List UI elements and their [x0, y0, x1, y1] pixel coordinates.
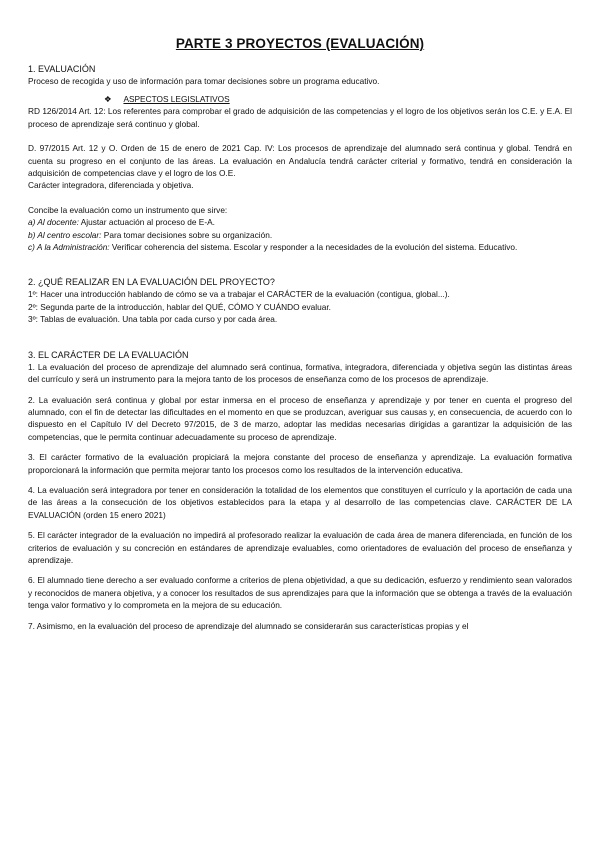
paragraph: 5. El carácter integrador de la evaluación no impedirá al profesorado realizar la evaluación de cada área de manera diferenciada, en función de los criterios de evaluación y su concreción en estándares de aprendizaje evaluables, como orientadores de evaluación del proceso de enseñanza y aprendizaje.: [28, 530, 572, 565]
diamond-bullet-icon: ❖: [104, 94, 112, 105]
list-item: 1º: Hacer una introducción hablando de cómo se va a trabajar el CARÁCTER de la evaluación (contigua, global...).: [28, 289, 450, 300]
legislative-label: ASPECTOS LEGISLATIVOS: [123, 94, 230, 105]
paragraph: 4. La evaluación será integradora por tener en consideración la totalidad de los elementos que constituyen el currículo y la aportación de cada una de las áreas a la consecución de los objetivos establecidos para la etapa y al desarrollo de las competencias clave. CARÁCTER DE LA EVALUACIÓN (orden 15 enero 2021): [28, 484, 572, 520]
decree-paragraph: D. 97/2015 Art. 12 y O. Orden de 15 de enero de 2021 Cap. IV: Los procesos de aprendizaje del alumnado será continua y global. Tendrá en cuenta su progreso en el conjunto de las áreas. La evaluación en Andalucía tendrá carácter criterial y formativo, tendrá en consideración la adquisición de competencias clave y el logro de los O.E.: [28, 143, 572, 179]
section-2-heading: 2. ¿QUÉ REALIZAR EN LA EVALUACIÓN DEL PROYECTO?: [28, 277, 275, 288]
evaluation-definition: Proceso de recogida y uso de información para tomar decisiones sobre un programa educativo.: [28, 76, 380, 86]
rd-paragraph: RD 126/2014 Art. 12: Los referentes para comprobar el grado de adquisición de las competencias y el logro de los objetivos serán los C.E. y E.A. El proceso de aprendizaje será continuo y global.: [28, 106, 572, 129]
character-line: Carácter integradora, diferenciada y objetiva.: [28, 180, 194, 191]
paragraph: 2. La evaluación será continua y global por estar inmersa en el proceso de enseñanza y aprendizaje y por tener en cuenta el progreso del alumnado, con el fin de detectar las dificultades en el momento en que se produzcan, averiguar sus causas y, en consecuencia, de acuerdo con lo dispuesto en el Capítulo IV del Decreto 97/2015, de 3 de marzo, adoptar las medidas necesarias dirigidas a garantizar la adquisición de las competencias, que le permita continuar adecuadamente su proceso de aprendizaje.: [28, 394, 572, 442]
list-item-docente: a) Al docente: Ajustar actuación al proceso de E-A.: [28, 217, 215, 228]
list-item: 2º: Segunda parte de la introducción, hablar del QUÉ, CÓMO Y CUÁNDO evaluar.: [28, 301, 331, 312]
legislative-bullet: [104, 93, 572, 105]
instrument-intro: Concibe la evaluación como un instrumento que sirve:: [28, 204, 228, 215]
paragraph: 7. Asimismo, en la evaluación del proceso de aprendizaje del alumnado se considerarán sus características propias y el: [28, 620, 469, 631]
page-title: PARTE 3 PROYECTOS (EVALUACIÓN): [175, 36, 425, 51]
document-page: [28, 36, 572, 632]
paragraph: 1. La evaluación del proceso de aprendizaje del alumnado será continua, formativa, integradora, diferenciada y objetiva según las distintas áreas del currículo y será un instrumento para la mejora tanto de los procesos de enseñanza como de los procesos de aprendizaje.: [28, 361, 572, 385]
paragraph: 3. El carácter formativo de la evaluación propiciará la mejora constante del proceso de enseñanza y aprendizaje. La evaluación formativa proporcionará la información que permita mejorar tanto los procesos como los resultados de la intervención educativa.: [28, 452, 572, 475]
list-item: 3º: Tablas de evaluación. Una tabla por cada curso y por cada área.: [28, 314, 278, 325]
list-item-centro: b) Al centro escolar: Para tomar decisiones sobre su organización.: [28, 229, 273, 240]
paragraph: 6. El alumnado tiene derecho a ser evaluado conforme a criterios de plena objetividad, a que su dedicación, esfuerzo y rendimiento sean valorados y reconocidos de manera objetiva, y a conocer los resultados de sus aprendizajes para que la información que se obtenga a través de la evaluación tenga valor formativo y lo comprometa en la mejora de su educación.: [28, 575, 572, 611]
section-3-heading: 3. EL CARÁCTER DE LA EVALUACIÓN: [28, 349, 189, 360]
section-1-heading: 1. EVALUACIÓN: [28, 64, 96, 74]
list-item-administracion: c) A la Administración: Verificar coherencia del sistema. Escolar y responder a la necesidades de la evolución del sistema. Educativo.: [28, 242, 518, 253]
